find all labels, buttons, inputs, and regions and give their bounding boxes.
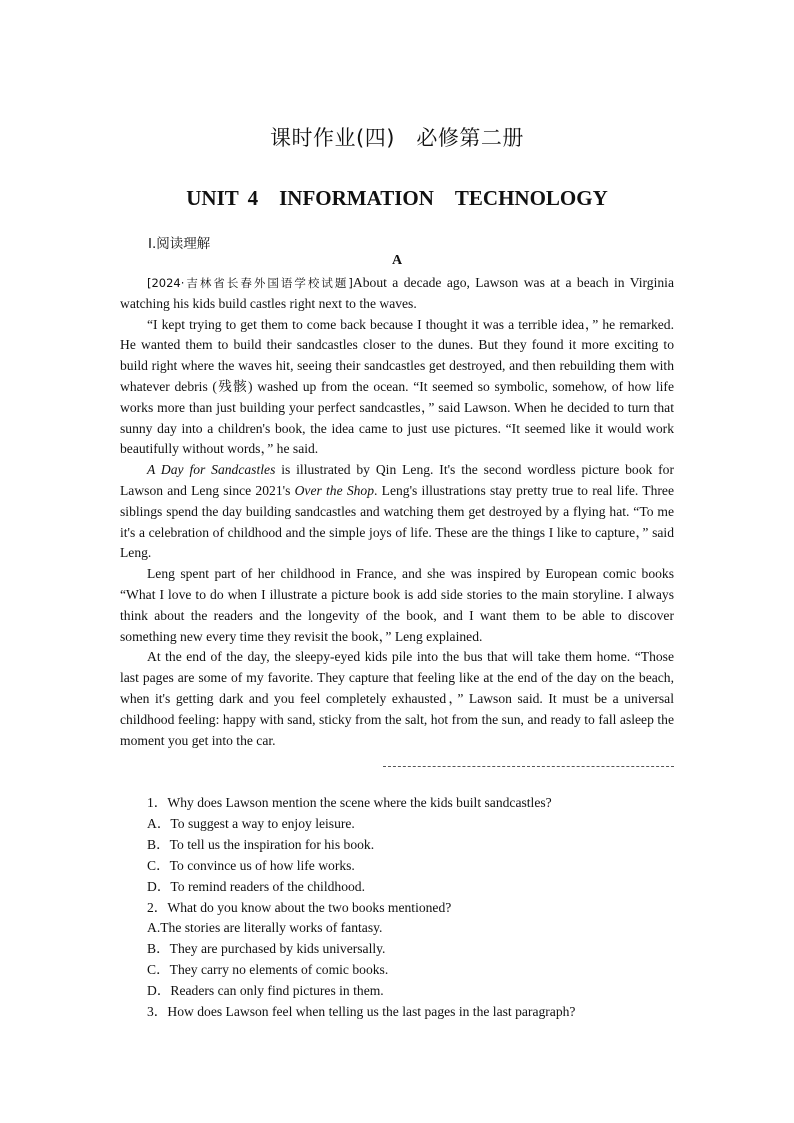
answer-option: B．To tell us the inspiration for his book.: [147, 836, 375, 852]
unit-title: UNIT 4 INFORMATION TECHNOLOGY: [186, 186, 608, 210]
book-title: A Day for Sandcastles: [147, 462, 276, 478]
question-list: [147, 793, 687, 1023]
passage-paragraph-3: [120, 460, 674, 564]
paragraph-text: . Leng's illustrations stay pretty true to real life. Three siblings spend the day building sandcastles and watching them get destroyed by a flying hat. “To me it's a celebration of childhood and the simple joys of life. These are the things I like to capture，” said Leng.: [120, 482, 674, 561]
passage-label: A: [391, 253, 403, 268]
answer-option: A.The stories are literally works of fantasy.: [147, 920, 383, 936]
book-title: Over the Shop: [294, 482, 375, 498]
answer-option: C．To convince us of how life works.: [147, 857, 355, 873]
source-citation: [2024·吉林省长春外国语学校试题]: [147, 276, 353, 290]
page-title-cn: 课时作业(四) 必修第二册: [270, 126, 524, 150]
question-stem: 2．What do you know about the two books mentioned?: [147, 899, 452, 915]
passage-paragraph-1: [120, 273, 674, 315]
question-stem: 3．How does Lawson feel when telling us the last pages in the last paragraph?: [147, 1004, 576, 1020]
answer-option: C．They carry no elements of comic books.: [147, 962, 389, 978]
passage-paragraph-2: “I kept trying to get them to come back because I thought it was a terrible idea，” he remarked. He wanted them to build their sandcastles closer to the dunes. But they found it more exciting to build right where the waves hit, seeing their sandcastles get destroyed, and then rebuilding them with whatever debris (残骸) washed up from the ocean. “It seemed so symbolic, somehow, of how life works more than just building your perfect sandcastles，” said Lawson. When he decided to turn that sunny day into a children's book, the idea came to just use pictures. “It seemed like it would work beautifully without words，” he said.: [120, 316, 674, 457]
answer-option: D．To remind readers of the childhood.: [147, 878, 365, 894]
passage-paragraph-5: At the end of the day, the sleepy-eyed kids pile into the bus that will take them home. “Those last pages are some of my favorite. They capture that feeling like at the end of the day on the beach, when it's getting dark and you feel completely exhausted，” Lawson said. It must be a universal childhood feeling: happy with sand, sticky from the salt, hot from the sun, and ready to fall asleep the moment you get into the car.: [120, 649, 674, 748]
answer-option: B．They are purchased by kids universally.: [147, 941, 386, 957]
question-stem: 1．Why does Lawson mention the scene where the kids built sandcastles?: [147, 795, 552, 810]
passage-paragraph-4: Leng spent part of her childhood in France, and she was inspired by European comic books “What I love to do when I illustrate a picture book is add side stories to the main storyline. I always think about the readers and the longevity of the book, and I want them to be able to discover something new every time they revisit the book，” Leng explained.: [120, 566, 674, 644]
answer-option: A．To suggest a way to enjoy leisure.: [147, 815, 355, 831]
section-heading: Ⅰ.阅读理解: [148, 236, 211, 252]
reading-passage: [120, 273, 674, 751]
paragraph-text: About a decade ago, Lawson was at a beach in Virginia watching his kids build castles right next to the waves.: [120, 275, 674, 311]
paragraph-text: is illustrated by Qin Leng. It's the second wordless picture book for Lawson and Leng since 2021's: [120, 462, 675, 498]
dashed-divider: [383, 766, 674, 767]
answer-option: D．Readers can only find pictures in them.: [147, 983, 384, 999]
